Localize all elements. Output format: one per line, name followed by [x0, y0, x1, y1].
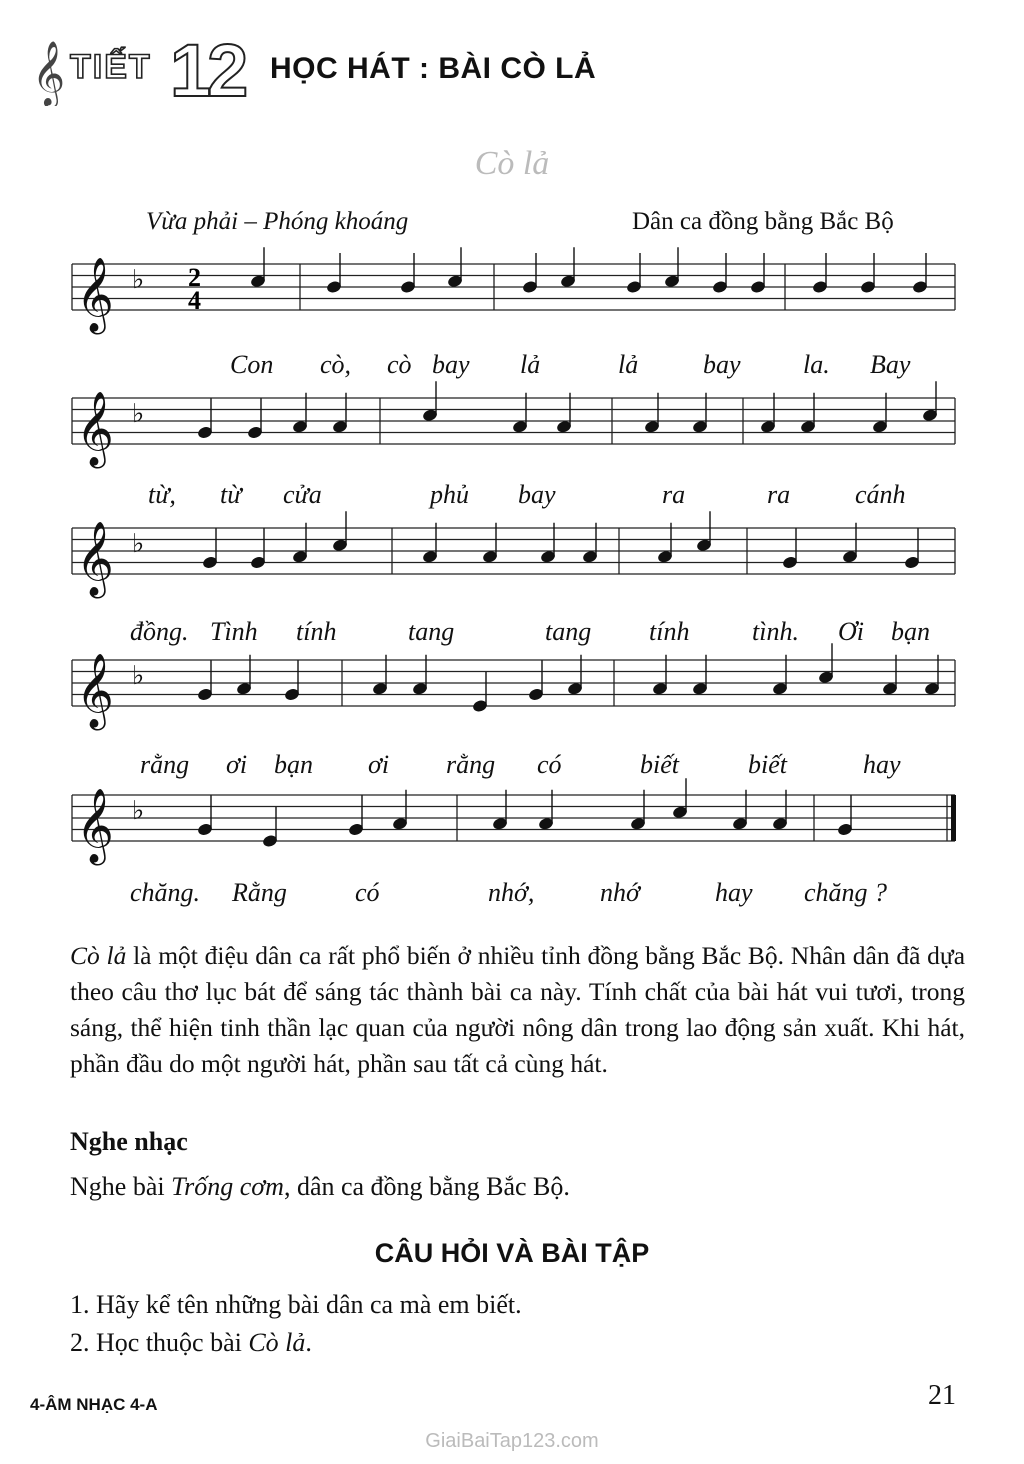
lyric-word: tính — [649, 617, 690, 646]
lyric-word: biết — [640, 750, 679, 779]
lyric-word: bạn — [891, 617, 930, 646]
exercise-1: 1. Hãy kể tên những bài dân ca mà em biết. — [70, 1290, 522, 1319]
tempo-marking: Vừa phải – Phóng khoáng — [146, 208, 409, 235]
treble-clef-icon: 𝄞 — [76, 522, 114, 596]
song-description — [70, 938, 965, 1082]
watermark: GiaiBaiTap123.com — [425, 1430, 599, 1452]
listening-song: Trống cơm — [171, 1172, 284, 1201]
exercise-2-song: Cò lả — [248, 1328, 306, 1357]
lyric-word: la. — [803, 350, 830, 379]
lyric-word: từ, — [148, 480, 176, 509]
lyric-word: cánh — [855, 480, 906, 509]
exercises-heading: CÂU HỎI VÀ BÀI TẬP — [374, 1238, 650, 1268]
lyric-word: cửa — [283, 480, 322, 509]
exercise-2-suffix: . — [305, 1328, 312, 1357]
lyric-word: bay — [518, 480, 556, 509]
listening-suffix: , dân ca đồng bằng Bắc Bộ. — [283, 1172, 570, 1201]
treble-clef-icon: 𝄞 — [76, 789, 114, 863]
lyric-word: hay — [715, 878, 753, 907]
lyric-word: có — [537, 750, 562, 779]
lyric-word: biết — [748, 750, 787, 779]
lyric-word: nhớ — [600, 878, 640, 907]
lyric-word: ơi — [226, 750, 248, 779]
lyric-word: Tình — [210, 617, 258, 646]
lyric-word: ra — [662, 480, 686, 509]
treble-clef-icon: 𝄞 — [76, 654, 114, 728]
lyric-word: tang — [408, 617, 455, 646]
description-text: là một điệu dân ca rất phổ biến ở nhiều tỉnh đồng bằng Bắc Bộ. Nhân dân đã dựa theo câu thơ lục bát để sáng tác thành bài ca này. Tính chất của bài hát vui tươi, trong sáng, thể hiện tinh thần lạc quan của người nông dân trong lao động sản xuất. Khi hát, phần đầu do một người hát, phần sau tất cả cùng hát. — [70, 941, 966, 1078]
lesson-word: TIẾT — [70, 48, 152, 86]
flat-icon: ♭ — [132, 796, 145, 826]
lyric-word: tình. — [752, 617, 799, 646]
lyric-word: Rằng — [232, 878, 287, 907]
book-label: 4-ÂM NHẠC 4-A — [30, 1395, 158, 1414]
page-number: 21 — [928, 1380, 956, 1411]
lyric-word: Bay — [870, 350, 911, 379]
lyric-word: tính — [296, 617, 337, 646]
lyric-word: Con — [230, 350, 274, 379]
treble-clef-icon: 𝄞 — [76, 258, 114, 332]
lyric-word: cò — [387, 350, 412, 379]
exercise-2 — [70, 1328, 312, 1358]
flat-icon: ♭ — [132, 265, 145, 295]
lyric-word: bay — [432, 350, 470, 379]
description-title: Cò lả — [70, 941, 127, 970]
final-barline-thick — [951, 795, 956, 841]
lyric-word: bạn — [274, 750, 313, 779]
lyric-word: phủ — [430, 480, 469, 509]
flat-icon: ♭ — [132, 661, 145, 691]
svg-text:𝄞: 𝄞 — [32, 41, 66, 106]
song-origin: Dân ca đồng bằng Bắc Bộ — [632, 208, 894, 235]
flat-icon: ♭ — [132, 399, 145, 429]
lesson-title: HỌC HÁT : BÀI CÒ LẢ — [270, 52, 597, 85]
listening-prefix: Nghe bài — [70, 1172, 172, 1201]
listening-heading: Nghe nhạc — [70, 1127, 188, 1156]
treble-clef-icon: 𝄞 — [76, 392, 114, 466]
lyric-word: chăng ? — [804, 878, 888, 907]
time-signature-top: 2 — [188, 263, 201, 292]
lyric-word: cò, — [320, 350, 352, 379]
lyric-word: có — [355, 878, 380, 907]
lyric-word: Ơi — [838, 617, 864, 646]
lyric-word: từ — [220, 480, 242, 509]
lyric-word: hay — [863, 750, 901, 779]
lyric-word: lả — [618, 350, 639, 379]
lyric-word: đồng. — [130, 617, 189, 646]
lesson-number: 12 — [170, 29, 245, 112]
lyric-word: bay — [703, 350, 741, 379]
lyric-word: chăng. — [130, 878, 201, 907]
lyric-word: lả — [520, 350, 541, 379]
flat-icon: ♭ — [132, 529, 145, 559]
listening-text — [70, 1172, 570, 1202]
time-signature-bottom: 4 — [188, 286, 201, 315]
exercise-2-prefix: 2. Học thuộc bài — [70, 1328, 249, 1357]
lyric-word: ra — [767, 480, 791, 509]
lyric-word: ơi — [368, 750, 390, 779]
song-title: Cò lả — [474, 145, 550, 182]
lyric-word: tang — [545, 617, 592, 646]
lyric-word: rằng — [140, 750, 190, 779]
lyric-word: rằng — [446, 750, 496, 779]
lyric-word: nhớ, — [488, 878, 535, 907]
